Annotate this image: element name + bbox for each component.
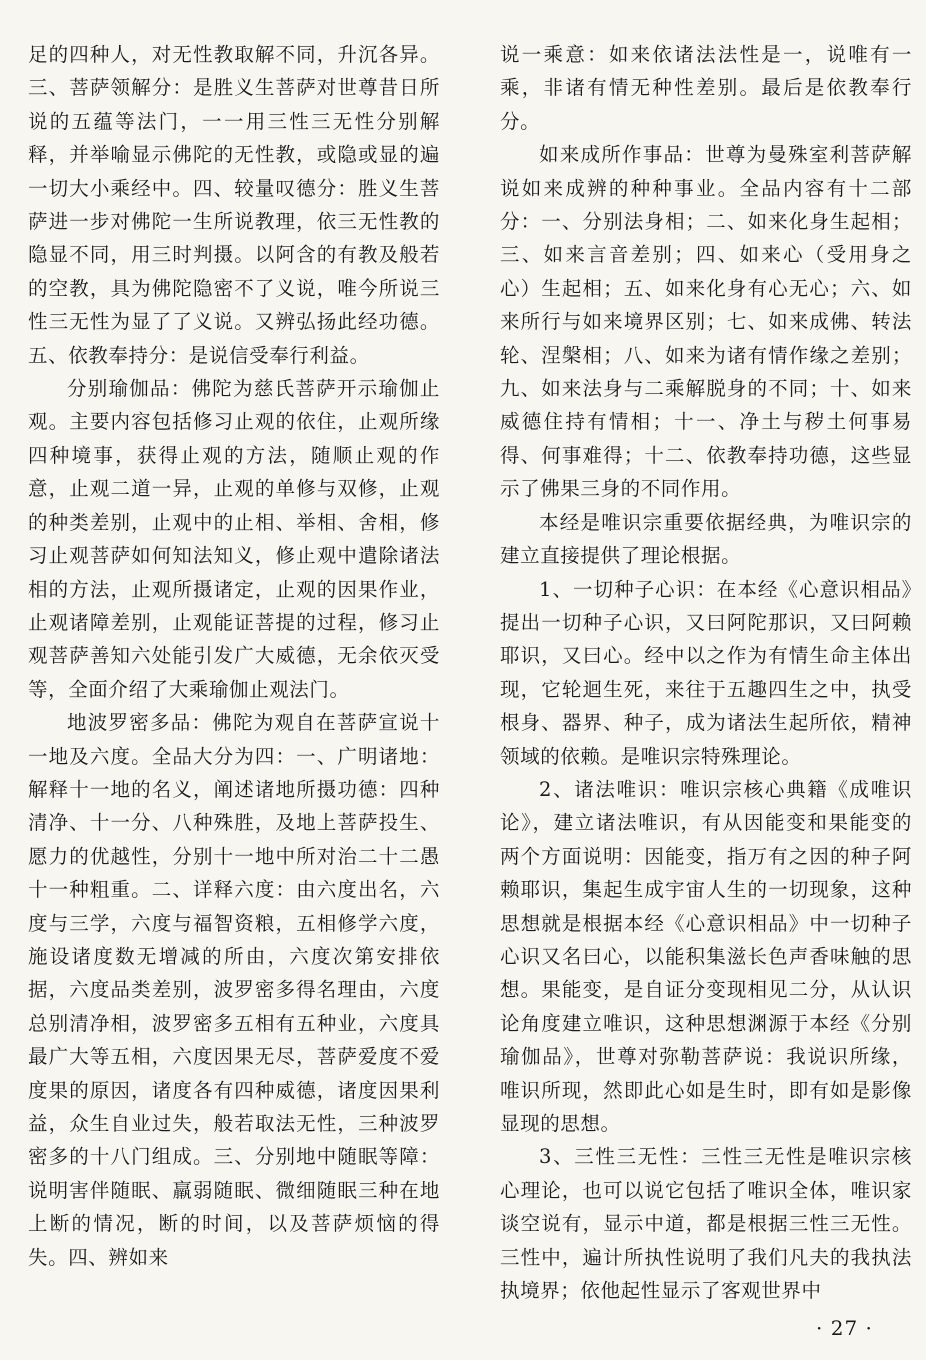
paragraph: 1、一切种子心识：在本经《心意识相品》提出一切种子心识，又曰阿陀那识，又曰阿赖耶识，又曰心。经中以之作为有情生命主体出现，它轮迴生死，来往于五趣四生之中，执受根身、器界、种子，成为诸法生起所依，精神领域的依赖。是唯识宗特殊理论。 bbox=[500, 577, 912, 768]
paragraph: 2、诸法唯识：唯识宗核心典籍《成唯识论》，建立诸法唯识，有从因能变和果能变的两个方面说明：因能变，指万有之因的种子阿赖耶识，集起生成宇宙人生的一切现象，这种思想就是根据本经《心意识相品》中一切种子心识又名曰心，以能积集滋长色声香味触的思想。果能变，是自证分变现相见二分，从认识论角度建立唯识，这种思想渊源于本经《分别瑜伽品》，世尊对弥勒菩萨说：我说识所缘，唯识所现，然即此心如是生时，即有如是影像显现的思想。 bbox=[500, 777, 912, 1135]
paragraph: 说一乘意：如来依诸法法性是一，说唯有一乘，非诸有情无种性差别。最后是依教奉行分。 bbox=[500, 43, 912, 133]
paragraph: 3、三性三无性：三性三无性是唯识宗核心理论，也可以说它包括了唯识全体，唯识家谈空说有，显示中道，都是根据三性三无性。三性中，遍计所执性说明了我们凡夫的我执法执境界；依他起性显示了客观世界中 bbox=[500, 1145, 912, 1303]
paragraph: 足的四种人，对无性教取解不同，升沉各异。三、菩萨领解分：是胜义生菩萨对世尊昔日所说的五蕴等法门，一一用三性三无性分别解释，并举喻显示佛陀的无性教，或隐或显的遍一切大小乘经中。四、较量叹德分：胜义生菩萨进一步对佛陀一生所说教理，依三无性教的隐显不同，用三时判摄。以阿含的有教及般若的空教，具为佛陀隐密不了义说，唯今所说三性三无性为显了了义说。又辨弘扬此经功德。五、依教奉持分：是说信受奉行利益。 bbox=[28, 43, 440, 367]
page-number: · 27 · bbox=[816, 1316, 873, 1340]
left-column bbox=[28, 38, 440, 1274]
paragraph: 地波罗密多品：佛陀为观自在菩萨宣说十一地及六度。全品大分为四：一、广明诸地：解释十一地的名义，阐述诸地所摄功德：四种清净、十一分、八种殊胜，及地上菩萨投生、愿力的优越性，分别十一地中所对治二十二愚十一种粗重。二、详释六度：由六度出名，六度与三学，六度与福智资粮，五相修学六度，施设诸度数无增减的所由，六度次第安排依据，六度品类差别，波罗密多得名理由，六度总别清净相，波罗密多五相有五种业，六度具最广大等五相，六度因果无尽，菩萨爱度不爱度果的原因，诸度各有四种威德，诸度因果利益，众生自业过失，般若取法无性，三种波罗密多的十八门组成。三、分别地中随眠等障：说明害伴随眠、羸弱随眠、微细随眠三种在地上断的情况，断的时间，以及菩萨烦恼的得失。四、辨如来 bbox=[28, 711, 440, 1269]
right-column bbox=[500, 38, 912, 1307]
paragraph: 如来成所作事品：世尊为曼殊室利菩萨解说如来成辨的种种事业。全品内容有十二部分：一、分别法身相；二、如来化身生起相；三、如来言音差别；四、如来心（受用身之心）生起相；五、如来化身有心无心；六、如来所行与如来境界区别；七、如来成佛、转法轮、涅槃相；八、如来为诸有情作缘之差别；九、如来法身与二乘解脱身的不同；十、如来威德住持有情相；十一、净土与秽土何事易得、何事难得；十二、依教奉持功德，这些显示了佛果三身的不同作用。 bbox=[500, 143, 912, 501]
paragraph: 分别瑜伽品：佛陀为慈氏菩萨开示瑜伽止观。主要内容包括修习止观的依住，止观所缘四种境事，获得止观的方法，随顺止观的作意，止观二道一异，止观的单修与双修，止观的种类差别，止观中的止相、举相、舍相，修习止观菩萨如何知法知义，修止观中遣除诸法相的方法，止观所摄诸定，止观的因果作业，止观诸障差别，止观能证菩提的过程，修习止观菩萨善知六处能引发广大威德，无余依灭受等，全面介绍了大乘瑜伽止观法门。 bbox=[28, 377, 440, 701]
paragraph: 本经是唯识宗重要依据经典，为唯识宗的建立直接提供了理论根据。 bbox=[500, 510, 912, 568]
